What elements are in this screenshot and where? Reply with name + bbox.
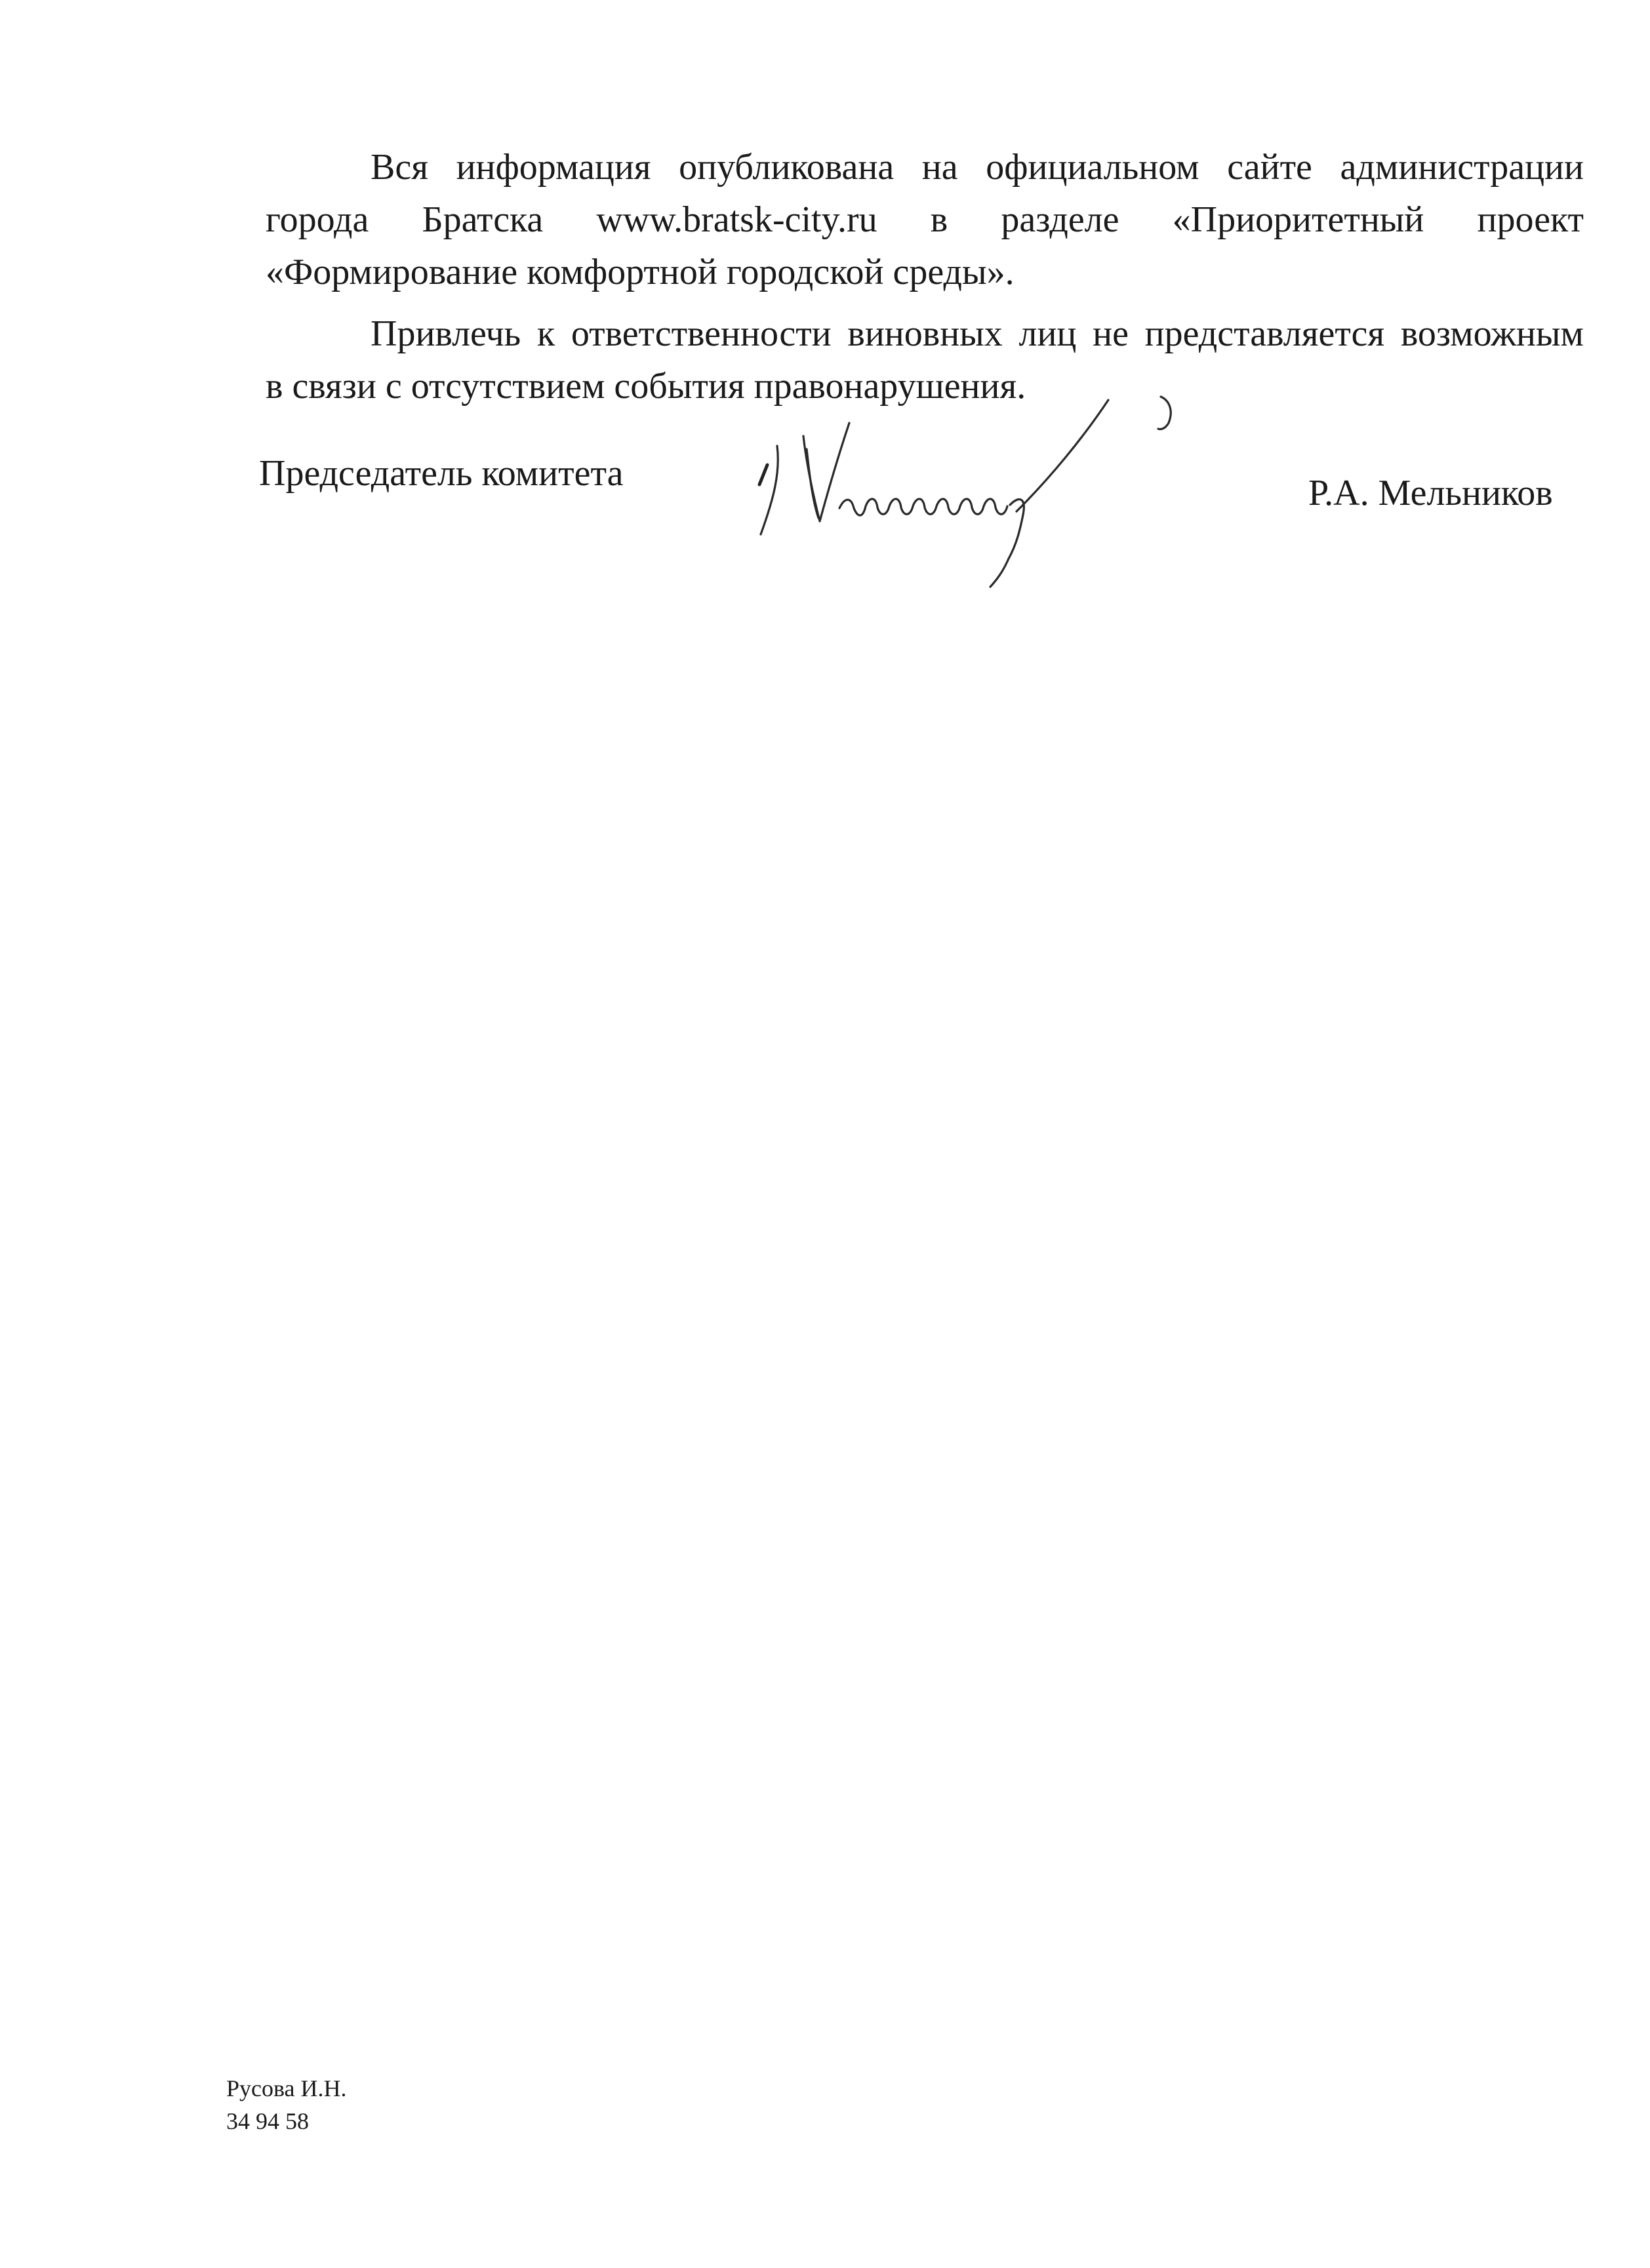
paragraph-line: Вся информация опубликована на официальном сайте администрации [371,147,1584,188]
signer-position-title: Председатель комитета [259,453,624,494]
paragraph-publication-info [266,141,1584,298]
executor-info [226,2072,347,2138]
paragraph-line: в связи с отсутствием события правонарушения. [266,366,1026,407]
paragraph-line: «Формирование комфортной городской среды». [266,252,1015,292]
signer-name: Р.А. Мельников [1308,473,1553,513]
executor-phone: 34 94 58 [226,2108,309,2134]
letter-body [266,141,1584,412]
executor-name: Русова И.Н. [226,2075,347,2101]
paragraph-line: Привлечь к ответственности виновных лиц не представляется возможным [371,313,1584,354]
handwritten-signature [741,387,1331,603]
paragraph-line: города Братска www.bratsk-city.ru в разделе «Приоритетный проект [266,199,1584,240]
